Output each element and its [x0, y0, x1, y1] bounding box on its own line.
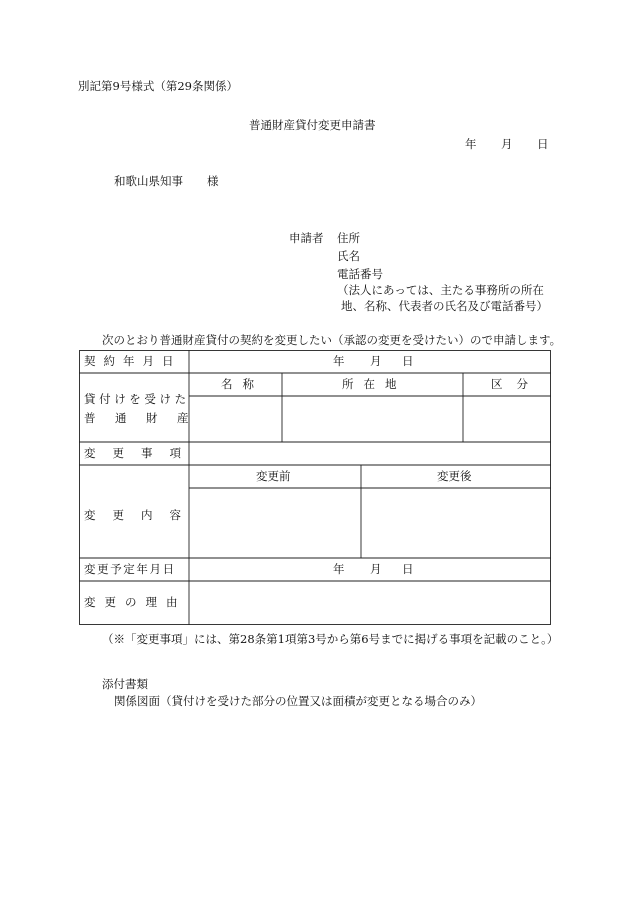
corporate-note-line2: 地、名称、代表者の氏名及び電話番号） — [341, 299, 548, 313]
column-location-header: 所在地 — [342, 377, 407, 391]
attachment-item: 関係図面（貸付けを受けた部分の位置又は面積が変更となる場合のみ） — [114, 694, 482, 708]
applicant-name-label: 氏名 — [337, 249, 360, 263]
property-label-char1: 普 — [84, 411, 96, 425]
change-item-label: 変更事項 — [84, 446, 198, 460]
form-number: 別記第9号様式（第29条関係） — [78, 79, 238, 93]
planned-date-day: 日 — [402, 562, 414, 576]
before-change-header: 変更前 — [256, 469, 291, 483]
applicant-phone-label: 電話番号 — [337, 267, 383, 281]
date-day-label: 日 — [537, 137, 549, 151]
property-label-line1: 貸付けを受けた — [84, 392, 190, 406]
form-title: 普通財産貸付変更申請書 — [249, 118, 376, 132]
property-label-char3: 財 — [146, 411, 158, 425]
after-change-header: 変更後 — [437, 469, 472, 483]
planned-date-label: 変更予定年月日 — [84, 562, 176, 576]
contract-date-month: 月 — [370, 354, 382, 368]
before-change-field[interactable] — [190, 489, 360, 557]
contract-date-text: 契約年月日 — [84, 353, 182, 368]
reason-label: 変更の理由 — [84, 595, 187, 609]
date-year-label: 年 — [465, 137, 477, 151]
date-month-label: 月 — [501, 137, 513, 151]
contract-date-label — [84, 350, 182, 373]
change-item-note: （※「変更事項」には、第28条第1項第3号から第6号までに掲げる事項を記載のこと。） — [102, 632, 559, 646]
contract-date-day: 日 — [402, 354, 414, 368]
applicant-label: 申請者 — [289, 231, 324, 245]
after-change-field[interactable] — [362, 489, 550, 557]
change-content-label: 変更内容 — [84, 508, 198, 522]
addressee: 和歌山県知事 — [114, 174, 183, 188]
column-category-header: 区分 — [491, 377, 542, 391]
attachments-heading: 添付書類 — [102, 677, 148, 691]
property-label-char4: 産 — [177, 411, 189, 425]
property-category-field[interactable] — [464, 397, 550, 441]
reason-field[interactable] — [190, 582, 550, 624]
change-item-field[interactable] — [190, 443, 550, 464]
applicant-address-label: 住所 — [337, 231, 360, 245]
planned-date-month: 月 — [370, 562, 382, 576]
planned-date-year: 年 — [333, 562, 345, 576]
honorific: 様 — [207, 174, 219, 188]
property-location-field[interactable] — [283, 397, 462, 441]
request-statement: 次のとおり普通財産貸付の契約を変更したい（承認の変更を受けたい）ので申請します。 — [102, 333, 562, 347]
change-request-table — [79, 350, 551, 625]
column-name-header: 名称 — [221, 377, 264, 391]
contract-date-year: 年 — [333, 354, 345, 368]
corporate-note-line1: （法人にあっては、主たる事務所の所在 — [337, 283, 544, 297]
property-label-char2: 通 — [115, 411, 127, 425]
property-name-field[interactable] — [190, 397, 281, 441]
